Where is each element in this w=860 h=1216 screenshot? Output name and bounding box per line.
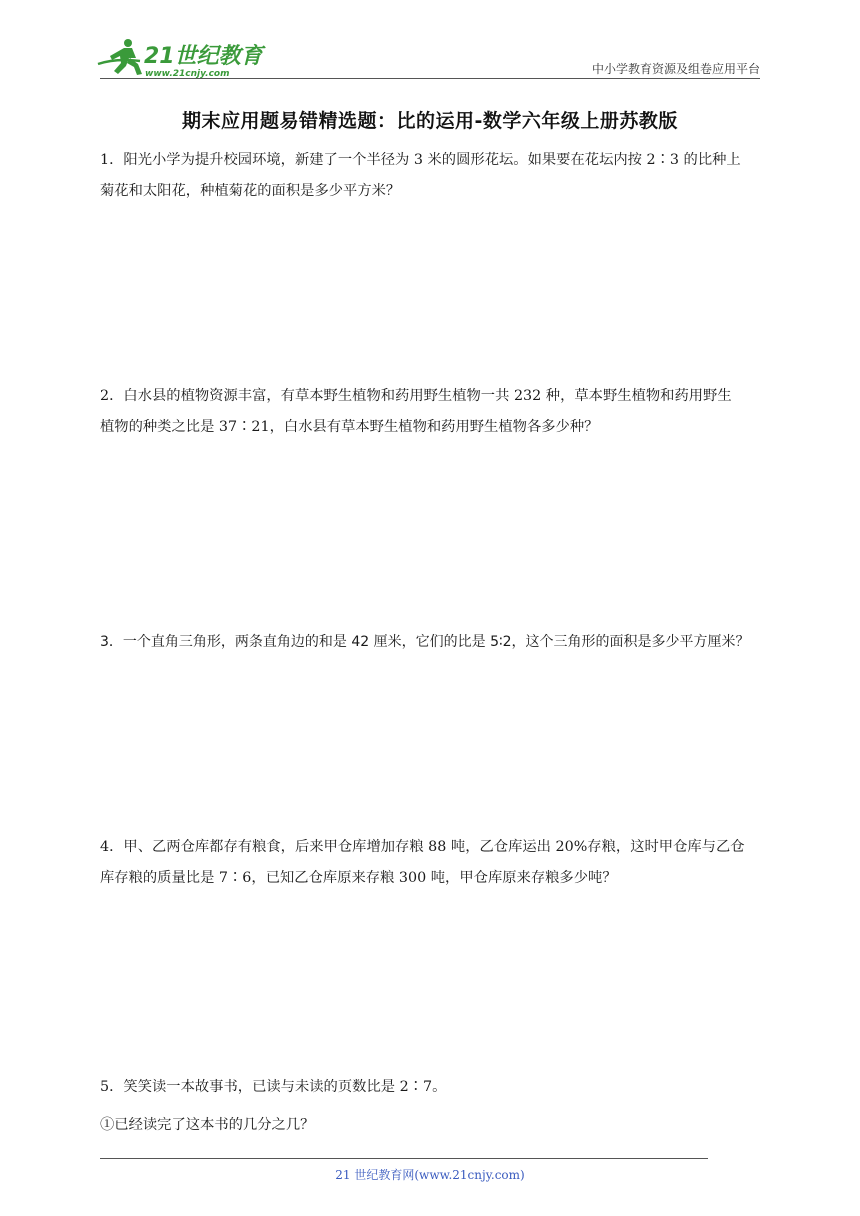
question-5 <box>100 1068 764 1144</box>
question-5-subquestion-1: ①已经读完了这本书的几分之几？ <box>100 1117 315 1133</box>
question-4-line-2: 库存粮的质量比是 7∶6，已知乙仓库原来存粮 300 吨，甲仓库原来存粮多少吨？ <box>100 870 617 886</box>
question-1 <box>100 145 764 207</box>
site-logo <box>96 34 266 80</box>
question-5-line-1: 5．笑笑读一本故事书，已读与未读的页数比是 2∶7。 <box>100 1079 447 1095</box>
question-3 <box>100 627 764 658</box>
runner-icon <box>110 39 142 75</box>
footer-link[interactable]: 21 世纪教育网(www.21cnjy.com) <box>335 1168 525 1182</box>
logo-text: 21世纪教育 <box>144 44 263 69</box>
question-2-line-1: 2．白水县的植物资源丰富，有草本野生植物和药用野生植物一共 232 种，草本野生植物和药用野生 <box>100 388 732 404</box>
question-1-line-1: 1．阳光小学为提升校园环境，新建了一个半径为 3 米的圆形花坛。如果要在花坛内按 2∶3 的比种上 <box>100 152 741 168</box>
header-platform-text: 中小学教育资源及组卷应用平台 <box>591 62 760 76</box>
footer-divider <box>100 1158 708 1159</box>
header-divider <box>100 78 760 79</box>
question-1-line-2: 菊花和太阳花，种植菊花的面积是多少平方米？ <box>100 183 401 199</box>
question-2 <box>100 381 764 443</box>
page-title: 期末应用题易错精选题：比的运用-数学六年级上册苏教版 <box>182 110 678 132</box>
logo-url: www.21cnjy.com <box>145 69 230 79</box>
question-2-line-2: 植物的种类之比是 37∶21，白水县有草本野生植物和药用野生植物各多少种？ <box>100 419 599 435</box>
question-4 <box>100 832 764 894</box>
question-4-line-1: 4．甲、乙两仓库都存有粮食，后来甲仓库增加存粮 88 吨，乙仓库运出 20%存粮，这时甲仓库与乙仓 <box>100 839 745 855</box>
question-3-line-1: 3．一个直角三角形，两条直角边的和是 42 厘米，它们的比是 5∶2，这个三角形的面积是多少平方厘米？ <box>100 634 750 650</box>
